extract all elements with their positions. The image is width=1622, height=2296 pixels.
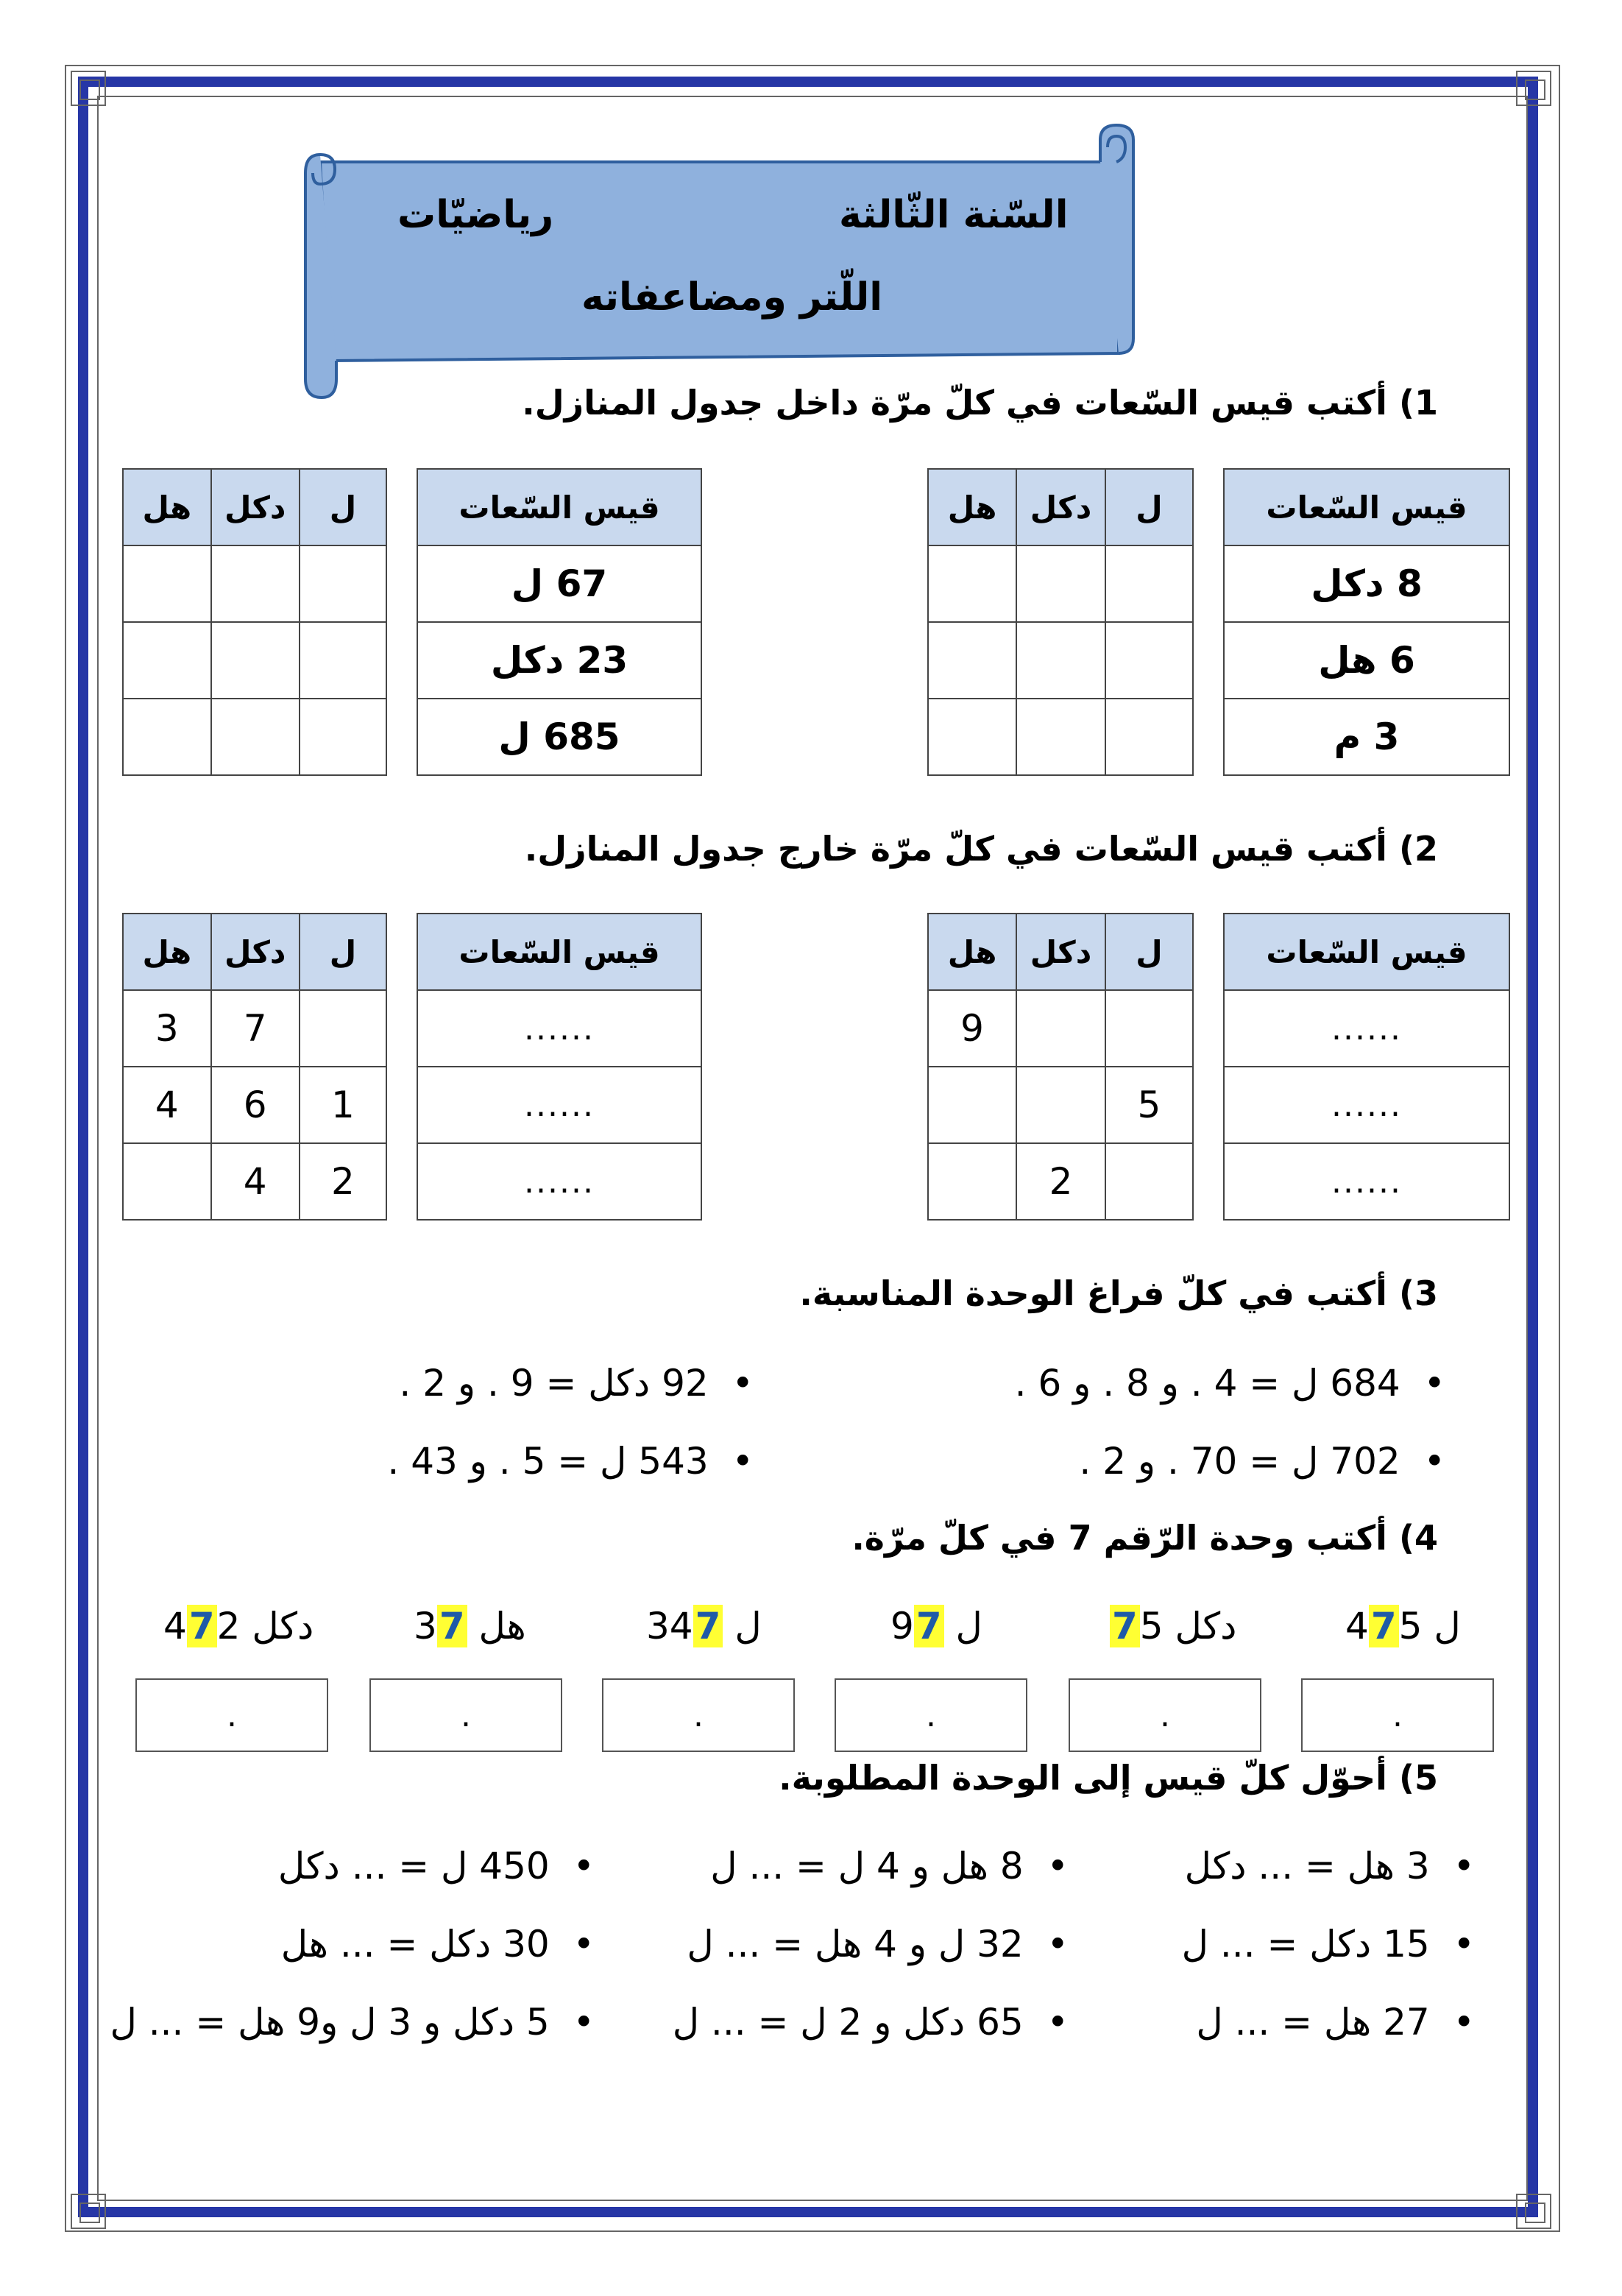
answer-cell[interactable] (123, 622, 211, 699)
answer-cell[interactable] (1016, 545, 1105, 622)
digit-seven-number: ل 347 (646, 1605, 762, 1647)
digit-l: 1 (300, 1067, 386, 1143)
header-dl: دكل (211, 914, 300, 990)
section1-right-place-table (927, 468, 1194, 776)
answer-cell[interactable] (1016, 699, 1105, 775)
fill-unit-item: • 543 ل = 5 . و 43 . (387, 1440, 754, 1483)
answer-cell[interactable] (123, 545, 211, 622)
header-l: ل (1105, 914, 1193, 990)
measure-value: 685 ل (417, 699, 701, 775)
answer-blank[interactable]: ...... (417, 990, 701, 1067)
section1-left-measure-table (417, 468, 702, 776)
convert-item: • 15 دكل = ... ل (1181, 1923, 1475, 1965)
convert-item: • 27 هل = ... ل (1196, 2001, 1475, 2044)
digit-l (1105, 1143, 1193, 1220)
answer-blank[interactable]: ...... (417, 1143, 701, 1220)
answer-cell[interactable] (300, 545, 386, 622)
answer-cell[interactable] (1105, 699, 1193, 775)
answer-cell[interactable] (211, 545, 300, 622)
topic-title: اللّتر ومضاعفاته (581, 275, 883, 319)
convert-item: • 65 دكل و 2 ل = ... ل (672, 2001, 1069, 2044)
grade-label: السّنة الثّالثة (839, 193, 1069, 237)
section2-title: 2) أكتب قيس السّعات في كلّ مرّة خارج جدول المنازل. (524, 829, 1438, 869)
header-measure: قيس السّعات (417, 469, 701, 545)
answer-cell[interactable] (928, 699, 1016, 775)
digit-l: 5 (1105, 1067, 1193, 1143)
corner-ornament (71, 71, 106, 106)
digit-l (1105, 990, 1193, 1067)
header-l: ل (300, 914, 386, 990)
header-dl: دكل (211, 469, 300, 545)
convert-item: • 32 ل و 4 هل = ... ل (687, 1923, 1069, 1965)
answer-blank[interactable]: ...... (417, 1067, 701, 1143)
measure-value: 67 ل (417, 545, 701, 622)
header-hl: هل (123, 914, 211, 990)
unit-answer-box[interactable]: . (135, 1678, 328, 1752)
digit-hl (123, 1143, 211, 1220)
header-hl: هل (928, 469, 1016, 545)
digit-seven-number: ل 475 (1345, 1605, 1461, 1647)
header-measure: قيس السّعات (1224, 469, 1509, 545)
section5-title: 5) أحوّل كلّ قيس إلى الوحدة المطلوبة. (779, 1758, 1438, 1798)
title-scroll-banner (291, 118, 1137, 405)
header-measure: قيس السّعات (1224, 914, 1509, 990)
digit-hl (928, 1067, 1016, 1143)
digit-hl: 3 (123, 990, 211, 1067)
section1-title: 1) أكتب قيس السّعات في كلّ مرّة داخل جدول المنازل. (522, 383, 1438, 423)
answer-cell[interactable] (123, 699, 211, 775)
answer-cell[interactable] (300, 699, 386, 775)
answer-cell[interactable] (300, 622, 386, 699)
corner-ornament (1516, 71, 1551, 106)
header-measure: قيس السّعات (417, 914, 701, 990)
section3-title: 3) أكتب في كلّ فراغ الوحدة المناسبة. (799, 1274, 1438, 1313)
corner-ornament (71, 2194, 106, 2229)
section2-left-place-table (122, 913, 387, 1221)
digit-hl (928, 1143, 1016, 1220)
answer-cell[interactable] (211, 622, 300, 699)
unit-answer-box[interactable]: . (1069, 1678, 1261, 1752)
answer-blank[interactable]: ...... (1224, 990, 1509, 1067)
digit-dl: 7 (211, 990, 300, 1067)
fill-unit-item: • 702 ل = 70 . و 2 . (1079, 1440, 1445, 1483)
measure-value: 23 دكل (417, 622, 701, 699)
digit-dl (1016, 990, 1105, 1067)
answer-cell[interactable] (1016, 622, 1105, 699)
answer-blank[interactable]: ...... (1224, 1067, 1509, 1143)
measure-value: 8 دكل (1224, 545, 1509, 622)
section1-left-place-table (122, 468, 387, 776)
convert-item: • 5 دكل و 3 ل و9 هل = ... ل (110, 2001, 595, 2044)
fill-unit-item: • 92 دكل = 9 . و 2 . (399, 1362, 754, 1405)
convert-item: • 30 دكل = ... هل (280, 1923, 595, 1965)
unit-answer-box[interactable]: . (369, 1678, 562, 1752)
section1-right-measure-table (1223, 468, 1510, 776)
answer-cell[interactable] (211, 699, 300, 775)
digit-dl: 6 (211, 1067, 300, 1143)
header-hl: هل (123, 469, 211, 545)
digit-dl: 4 (211, 1143, 300, 1220)
digit-seven-number: دكل 472 (163, 1605, 314, 1647)
section2-left-measure-table (417, 913, 702, 1221)
digit-seven-number: هل 37 (414, 1605, 526, 1647)
header-dl: دكل (1016, 469, 1105, 545)
digit-seven-number: دكل 75 (1110, 1605, 1236, 1647)
fill-unit-item: • 684 ل = 4 . و 8 . و 6 . (1014, 1362, 1445, 1405)
section4-title: 4) أكتب وحدة الرّقم 7 في كلّ مرّة. (851, 1518, 1438, 1558)
measure-value: 6 هل (1224, 622, 1509, 699)
header-l: ل (1105, 469, 1193, 545)
answer-cell[interactable] (1105, 545, 1193, 622)
answer-blank[interactable]: ...... (1224, 1143, 1509, 1220)
digit-seven-number: ل 97 (890, 1605, 982, 1647)
digit-l (300, 990, 386, 1067)
digit-dl: 2 (1016, 1143, 1105, 1220)
section2-right-measure-table (1223, 913, 1510, 1221)
answer-cell[interactable] (928, 545, 1016, 622)
header-hl: هل (928, 914, 1016, 990)
convert-item: • 450 ل = ... دكل (277, 1845, 595, 1887)
subject-label: رياضيّات (397, 193, 554, 237)
answer-cell[interactable] (928, 622, 1016, 699)
answer-cell[interactable] (1105, 622, 1193, 699)
digit-l: 2 (300, 1143, 386, 1220)
convert-item: • 8 هل و 4 ل = ... ل (710, 1845, 1069, 1887)
digit-hl: 9 (928, 990, 1016, 1067)
section2-right-place-table (927, 913, 1194, 1221)
measure-value: 3 م (1224, 699, 1509, 775)
header-dl: دكل (1016, 914, 1105, 990)
convert-item: • 3 هل = ... دكل (1184, 1845, 1475, 1887)
corner-ornament (1516, 2194, 1551, 2229)
unit-answer-box[interactable]: . (1301, 1678, 1494, 1752)
digit-hl: 4 (123, 1067, 211, 1143)
unit-answer-box[interactable]: . (602, 1678, 795, 1752)
unit-answer-box[interactable]: . (835, 1678, 1027, 1752)
digit-dl (1016, 1067, 1105, 1143)
header-l: ل (300, 469, 386, 545)
